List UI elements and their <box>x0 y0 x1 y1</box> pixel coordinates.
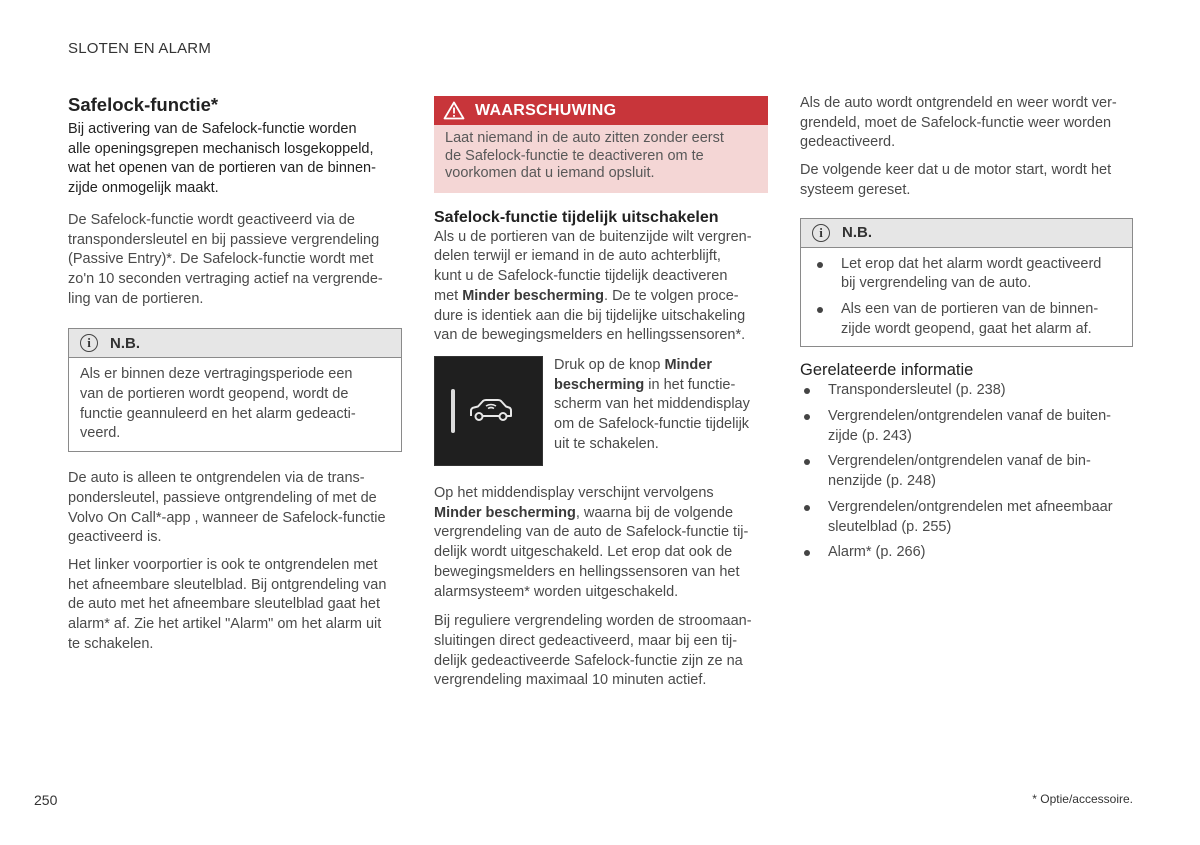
related-link[interactable]: Vergrendelen/ontgrendelen vanaf de bin- nenzijde (p. 248) <box>800 452 1133 491</box>
warning-header <box>434 96 768 125</box>
related-list <box>800 381 1133 563</box>
activation-paragraph: De Safelock-functie wordt geactiveerd via de transpondersleutel en bij passieve vergrendeling (Passive Entry)*. De Safelock-functie wordt met zo'n 10 seconden vertraging actief na vergrende- ling van de portieren. <box>68 211 383 307</box>
section-header: SLOTEN EN ALARM <box>68 40 212 57</box>
column-2 <box>434 96 768 701</box>
column-1 <box>68 94 402 664</box>
related-link[interactable]: Vergrendelen/ontgrendelen met afneembaar sleutelblad (p. 255) <box>800 498 1133 537</box>
display-paragraph: Op het middendisplay verschijnt vervolgens Minder bescherming, waarna bij de volgende vergrendeling van de auto de Safelock-functie tij- delijk wordt uitgeschakeld. Let erop dat ook de bewegingsmelders en hellingssensoren van het alarmsysteem* worden uitgeschakeld. <box>434 485 749 600</box>
power-outlets-paragraph: Bij reguliere vergrendeling worden de stroomaan- sluitingen direct gedeactiveerd, maar bij een tij- delijk gedeactiveerde Safelock-functie zijn ze na vergrendeling maximaal 10 minuten actief. <box>434 613 752 689</box>
list-item: Als een van de portieren van de binnen- zijde wordt geopend, gaat het alarm af. <box>812 300 1122 339</box>
key-blade-paragraph: Het linker voorportier is ook te ontgrendelen met het afneembare sleutelblad. Bij ontgrendeling van de auto met het afneembare sleutelblad gaat het alarm* af. Zie het artikel "Alarm" om het alarm uit te schakelen. <box>68 556 387 652</box>
note-box <box>68 328 402 452</box>
note-label: N.B. <box>842 224 872 242</box>
note-box-2 <box>800 218 1133 348</box>
footnote: * Optie/accessoire. <box>1032 792 1133 806</box>
related-link[interactable]: Transpondersleutel (p. 238) <box>800 381 1133 401</box>
button-name-text: Minder bescherming <box>462 287 605 304</box>
info-circle-icon: i <box>812 224 830 242</box>
note-label: N.B. <box>110 334 140 352</box>
unlock-paragraph: De auto is alleen te ontgrendelen via de trans- pondersleutel, passieve ontgrendeling of met de Volvo On Call*-app , wanneer de Safelock-functie geactiveerd is. <box>68 470 386 546</box>
image-caption: Druk op de knop Minder bescherming in het functie- scherm van het middendisplay om de Safelock-functie tijdelijk uit te schakelen. <box>554 357 750 452</box>
note-list <box>812 255 1122 340</box>
relock-paragraph: Als de auto wordt ontgrendeld en weer wordt ver- grendeld, moet de Safelock-functie weer worden gedeactiveerd. <box>800 95 1117 151</box>
warning-triangle-icon <box>443 101 465 120</box>
reset-paragraph: De volgende keer dat u de motor start, wordt het systeem gereset. <box>800 162 1112 198</box>
warning-text: Laat niemand in de auto zitten zonder eerst de Safelock-functie te deactiveren om te voorkomen dat u iemand opsluit. <box>434 125 768 193</box>
note-header <box>69 329 401 358</box>
indicator-bar <box>451 389 455 433</box>
page-title: Safelock-functie* <box>68 94 219 115</box>
note-header <box>801 219 1132 248</box>
reduced-protection-button-image <box>434 356 543 466</box>
intro-paragraph: Bij activering van de Safelock-functie worden alle openingsgrepen mechanisch losgekoppeld, wat het openen van de portieren van de binnen- zijde onmogelijk maakt. <box>68 121 376 197</box>
note-list-wrapper <box>801 248 1132 347</box>
note-text: Als er binnen deze vertragingsperiode een van de portieren wordt geopend, wordt de functie geannuleerd en het alarm gedeacti- veerd. <box>80 366 356 442</box>
related-title: Gerelateerde informatie <box>800 361 974 380</box>
related-link[interactable]: Vergrendelen/ontgrendelen vanaf de buiten- zijde (p. 243) <box>800 407 1133 446</box>
car-protection-icon <box>467 396 515 424</box>
warning-label: WAARSCHUWING <box>475 101 617 119</box>
warning-box <box>434 96 768 193</box>
instruction-row <box>434 356 768 466</box>
temp-disable-paragraph: Als u de portieren van de buitenzijde wilt vergren- delen terwijl er iemand in de auto achterblijft, kunt u de Safelock-functie tijdelijk deactiveren met Minder bescherming. De te volgen proce- dure is identiek aan die bij tijdelijke uitschakeling van de bewegingsmelders en hellingssensoren*. <box>434 228 752 344</box>
list-item: Let erop dat het alarm wordt geactiveerd bij vergrendeling van de auto. <box>812 255 1122 294</box>
page-number: 250 <box>34 792 58 808</box>
related-link[interactable]: Alarm* (p. 266) <box>800 543 1133 563</box>
column-3 <box>800 94 1133 569</box>
section-subtitle: Safelock-functie tijdelijk uitschakelen <box>434 208 719 226</box>
info-circle-icon: i <box>80 334 98 352</box>
